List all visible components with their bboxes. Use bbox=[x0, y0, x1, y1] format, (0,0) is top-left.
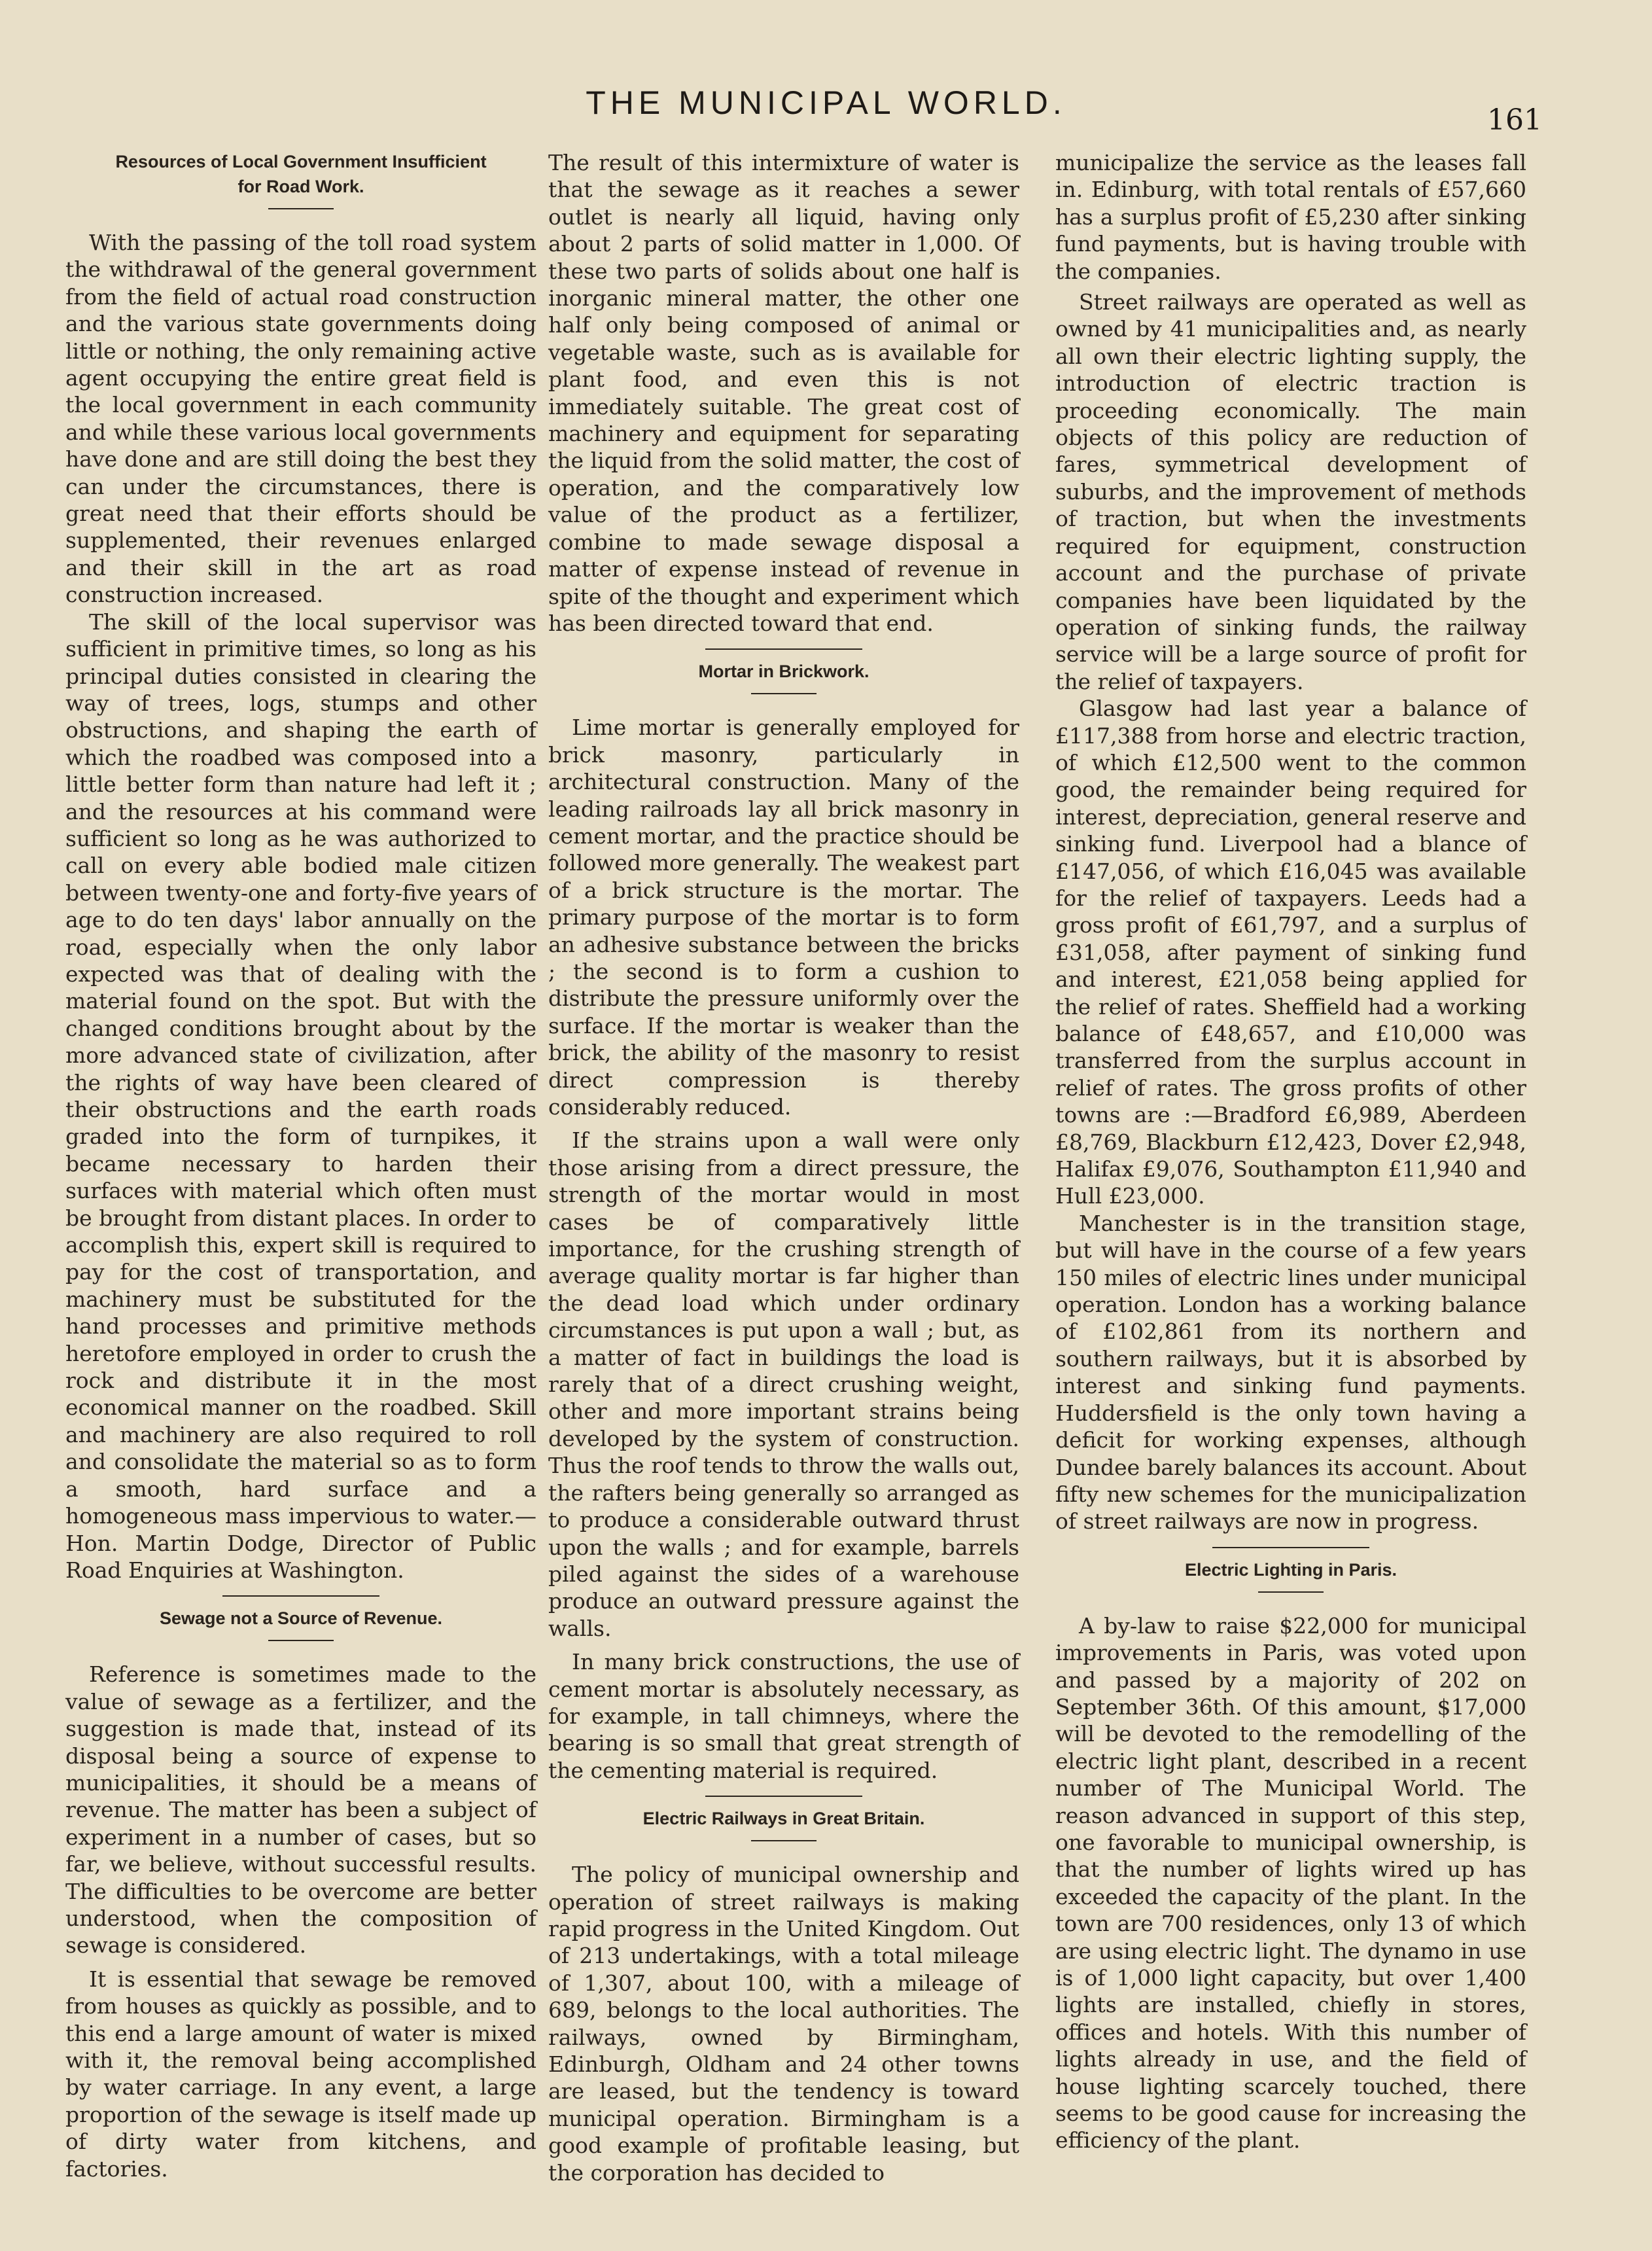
article-paragraph: Reference is sometimes made to the value of sewage as a fertilizer, and the suggestion is made that, instead of its disposal being a source of expense to municipalities, it should be a means of revenue. The matter has been a subject of experiment in a number of cases, but so far, we believe, without successful results. The difficulties to be overcome are better understood, when the composition of sewage is considered. bbox=[65, 1661, 536, 1959]
headline-mortar: Mortar in Brickwork. bbox=[698, 662, 870, 682]
headline-electric-railways: Electric Railways in Great Britain. bbox=[642, 1809, 925, 1829]
article-paragraph: The skill of the local supervisor was sufficient in primitive times, so long as his principal duties consisted in clearing the way of trees, logs, stumps and other obstructions, and shaping the earth of which the roadbed was composed into a little better form than nature had left it ; and the resources at his command were sufficient so long as he was authorized to call on every able bodied male citizen between twenty-one and forty-five years of age to do ten days' labor annually on the road, especially when the only labor expected was that of dealing with the material found on the spot. But with the changed conditions brought about by the more advanced state of civilization, after the rights of way have been cleared of their obstructions and the earth roads graded into the form of turnpikes, it became necessary to harden their surfaces with material which often must be brought from distant places. In order to accomplish this, expert skill is required to pay for the cost of transportation, and machinery must be substituted for the hand processes and primitive methods heretofore employed in order to crush the rock and distribute it in the most economical manner on the roadbed. Skill and machinery are also required to roll and consolidate the material so as to form a smooth, hard surface and a homogeneous mass impervious to water.—Hon. Martin Dodge, Director of Public Road Enquiries at Washington. bbox=[65, 609, 536, 1583]
masthead bbox=[0, 84, 1652, 136]
page-number: 161 bbox=[1487, 103, 1542, 137]
column-3 bbox=[1055, 149, 1526, 2154]
article-paragraph: A by-law to raise $22,000 for municipal improvements in Paris, was voted upon and passed by a majority of 202 on September 36th. Of this amount, $17,000 will be devoted to the remodelling of the electric light plant, described in a recent number of The Municipal World. The reason advanced in support of this step, one favorable to municipal ownership, is that the number of lights wired up has exceeded the capacity of the plant. In the town are 700 residences, only 13 of which are using electric light. The dynamo in use is of 1,000 light capacity, but over 1,400 lights are installed, chiefly in stores, offices and hotels. With this number of lights already in use, and the field of house lighting scarcely touched, there seems to be good cause for increasing the efficiency of the plant. bbox=[1055, 1612, 1526, 2154]
article-paragraph: The result of this intermixture of water is that the sewage as it reaches a sewer outlet is nearly all liquid, having only about 2 parts of solid matter in 1,000. Of these two parts of solids about one half is inorganic mineral matter, the other one half only being composed of animal or vegetable waste, such as is available for plant food, and even this is not immediately suitable. The great cost of machinery and equipment for separating the liquid from the solid matter, the cost of operation, and the comparatively low value of the product as a fertilizer, combine to made sewage disposal a matter of expense instead of revenue in spite of the thought and experiment which has been directed toward that end. bbox=[548, 150, 1019, 636]
headline-road-work-line2: for Road Work. bbox=[237, 177, 364, 196]
article-paragraph: Street railways are operated as well as owned by 41 municipalities and, as nearly all own their electric lighting supply, the introduction of electric traction is proceeding economically. The main objects of this policy are reduction of fares, symmetrical development of suburbs, and the improvement of methods of traction, but when the investments required for equipment, construction account and the purchase of private companies have been liquidated by the operation of sinking funds, the railway service will be a large source of profit for the relief of taxpayers. bbox=[1055, 289, 1526, 694]
short-rule bbox=[268, 208, 334, 209]
headline-sewage: Sewage not a Source of Revenue. bbox=[159, 1608, 443, 1629]
short-rule bbox=[268, 1640, 334, 1641]
article-paragraph: In many brick constructions, the use of cement mortar is absolutely necessary, as for example, in tall chimneys, where the bearing is so small that great strength of the cementing material is required. bbox=[548, 1649, 1019, 1783]
article-paragraph: municipalize the service as the leases fall in. Edinburg, with total rentals of £57,660 has a surplus profit of £5,230 after sinking fund payments, but is having trouble with the companies. bbox=[1055, 150, 1526, 284]
article-paragraph: Lime mortar is generally employed for brick masonry, particularly in architectural construction. Many of the leading railroads lay all brick masonry in cement mortar, and the practice should be followed more generally. The weakest part of a brick structure is the mortar. The primary purpose of the mortar is to form an adhesive substance between the bricks ; the second is to form a cushion to distribute the pressure uniformly over the surface. If the mortar is weaker than the brick, the ability of the masonry to resist direct compression is thereby considerably reduced. bbox=[548, 715, 1019, 1120]
column-2 bbox=[548, 149, 1019, 2186]
short-rule bbox=[751, 693, 817, 694]
headline-road-work-line1: Resources of Local Government Insufficient bbox=[115, 152, 487, 171]
short-rule bbox=[1258, 1591, 1324, 1593]
article-paragraph: The policy of municipal ownership and operation of street railways is making rapid progress in the United Kingdom. Out of 213 undertakings, with a total mileage of 1,307, about 100, with a mileage of 689, belongs to the local authorities. The railways, owned by Birmingham, Edinburgh, Oldham and 24 other towns are leased, but the tendency is toward municipal operation. Birmingham is a good example of profitable leasing, but the corporation has decided to bbox=[548, 1862, 1019, 2186]
headline-road-work bbox=[65, 149, 536, 199]
section-divider bbox=[222, 1595, 379, 1597]
article-paragraph: If the strains upon a wall were only those arising from a direct pressure, the strength of the mortar would in most cases be of comparatively little importance, for the crushing strength of average quality mortar is far higher than the dead load which under ordinary circumstances is put upon a wall ; but, as a matter of fact in buildings the load is rarely that of a direct crushing weight, other and more important strains being developed by the system of construction. Thus the roof tends to throw the walls out, the rafters being generally so arranged as to produce a considerable outward thrust upon the walls ; and for example, barrels piled against the sides of a warehouse produce an outward pressure against the walls. bbox=[548, 1127, 1019, 1641]
column-1 bbox=[65, 149, 536, 2182]
article-paragraph: With the passing of the toll road system the withdrawal of the general government from the field of actual road construction and the various state governments doing little or nothing, the only remaining active agent occupying the entire great field is the local government in each community and while these various local governments have done and are still doing the best they can under the circumstances, there is great need that their efforts should be supplemented, their revenues enlarged and their skill in the art as road construction increased. bbox=[65, 230, 536, 608]
article-paragraph: Manchester is in the transition stage, but will have in the course of a few years 150 miles of electric lines under municipal operation. London has a working balance of £102,861 from its northern and southern railways, but it is absorbed by interest and sinking fund payments. Huddersfield is the only town having a deficit for working expenses, although Dundee barely balances its account. About fifty new schemes for the municipalization of street railways are now in progress. bbox=[1055, 1210, 1526, 1534]
short-rule bbox=[751, 1840, 817, 1841]
section-divider bbox=[1212, 1547, 1369, 1548]
publication-title: THE MUNICIPAL WORLD. bbox=[586, 84, 1066, 121]
article-paragraph: Glasgow had last year a balance of £117,388 from horse and electric traction, of which £12,500 went to the common good, the remainder being required for interest, depreciation, general reserve and sinking fund. Liverpool had a blance of £147,056, of which £16,045 was available for the relief of taxpayers. Leeds had a gross profit of £61,797, and a surplus of £31,058, after payment of sinking fund and interest, £21,058 being applied for the relief of rates. Sheffield had a working balance of £48,657, and £10,000 was transferred from the surplus account in relief of rates. The gross profits of other towns are :—Bradford £6,989, Aberdeen £8,769, Blackburn £12,423, Dover £2,948, Halifax £9,076, Southampton £11,940 and Hull £23,000. bbox=[1055, 696, 1526, 1209]
headline-electric-lighting: Electric Lighting in Paris. bbox=[1184, 1559, 1397, 1580]
section-divider bbox=[705, 648, 862, 650]
article-paragraph: It is essential that sewage be removed from houses as quickly as possible, and to this end a large amount of water is mixed with it, the removal being accomplished by water carriage. In any event, a large proportion of the sewage is itself made up of dirty water from kitchens, and factories. bbox=[65, 1966, 536, 2182]
section-divider bbox=[705, 1796, 862, 1797]
